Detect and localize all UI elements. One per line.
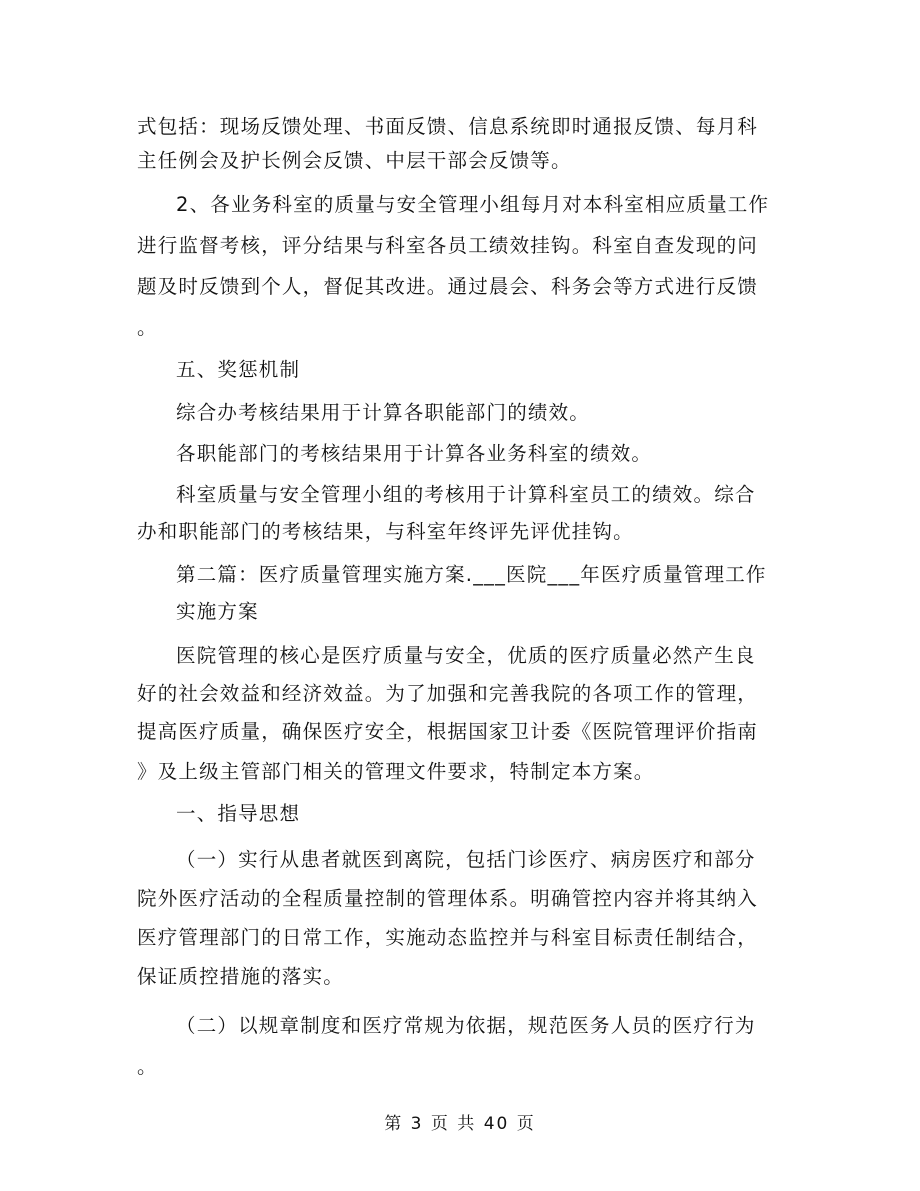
text-line: 医院管理的核心是医疗质量与安全，优质的医疗质量必然产生良 [176,644,756,667]
text-line: 医疗管理部门的日常工作，实施动态监控并与科室目标责任制结合， [137,926,759,949]
text-line: 各职能部门的考核结果用于计算各业务科室的绩效。 [176,442,653,465]
chapter-heading: 第二篇：医疗质量管理实施方案.___医院___年医疗质量管理工作 [176,563,767,586]
section-heading: 五、奖惩机制 [176,358,301,381]
text-line: 提高医疗质量，确保医疗安全，根据国家卫计委《医院管理评价指南 [137,720,759,743]
text-line: 综合办考核结果用于计算各职能部门的绩效。 [176,401,591,424]
section-heading: 一、指导思想 [176,802,301,825]
text-line: 科室质量与安全管理小组的考核用于计算科室员工的绩效。综合 [176,483,756,506]
text-line: 。 [137,1055,158,1078]
text-line: （二）以规章制度和医疗常规为依据，规范医务人员的医疗行为 [176,1014,756,1037]
text-line: 进行监督考核，评分结果与科室各员工绩效挂钩。科室自查发现的问 [137,234,759,257]
text-line: 好的社会效益和经济效益。为了加强和完善我院的各项工作的管理， [137,682,759,705]
text-line: （一）实行从患者就医到离院，包括门诊医疗、病房医疗和部分 [176,848,756,871]
text-line: 2、各业务科室的质量与安全管理小组每月对本科室相应质量工作 [176,193,770,216]
text-line: 》及上级主管部门相关的管理文件要求，特制定本方案。 [137,760,655,783]
chapter-heading-continued: 实施方案 [176,600,259,623]
text-line: 院外医疗活动的全程质量控制的管理体系。明确管控内容并将其纳入 [137,887,759,910]
text-line: 主任例会及护长例会反馈、中层干部会反馈等。 [137,149,572,172]
text-line: 保证质控措施的落实。 [137,965,345,988]
text-line: 式包括：现场反馈处理、书面反馈、信息系统即时通报反馈、每月科 [137,115,759,138]
text-line: 办和职能部门的考核结果，与科室年终评先评优挂钩。 [137,520,634,543]
text-line: 。 [137,316,158,339]
text-line: 题及时反馈到个人，督促其改进。通过晨会、科务会等方式进行反馈 [137,275,759,298]
page-number-footer: 第 3 页 共 40 页 [384,1114,536,1134]
